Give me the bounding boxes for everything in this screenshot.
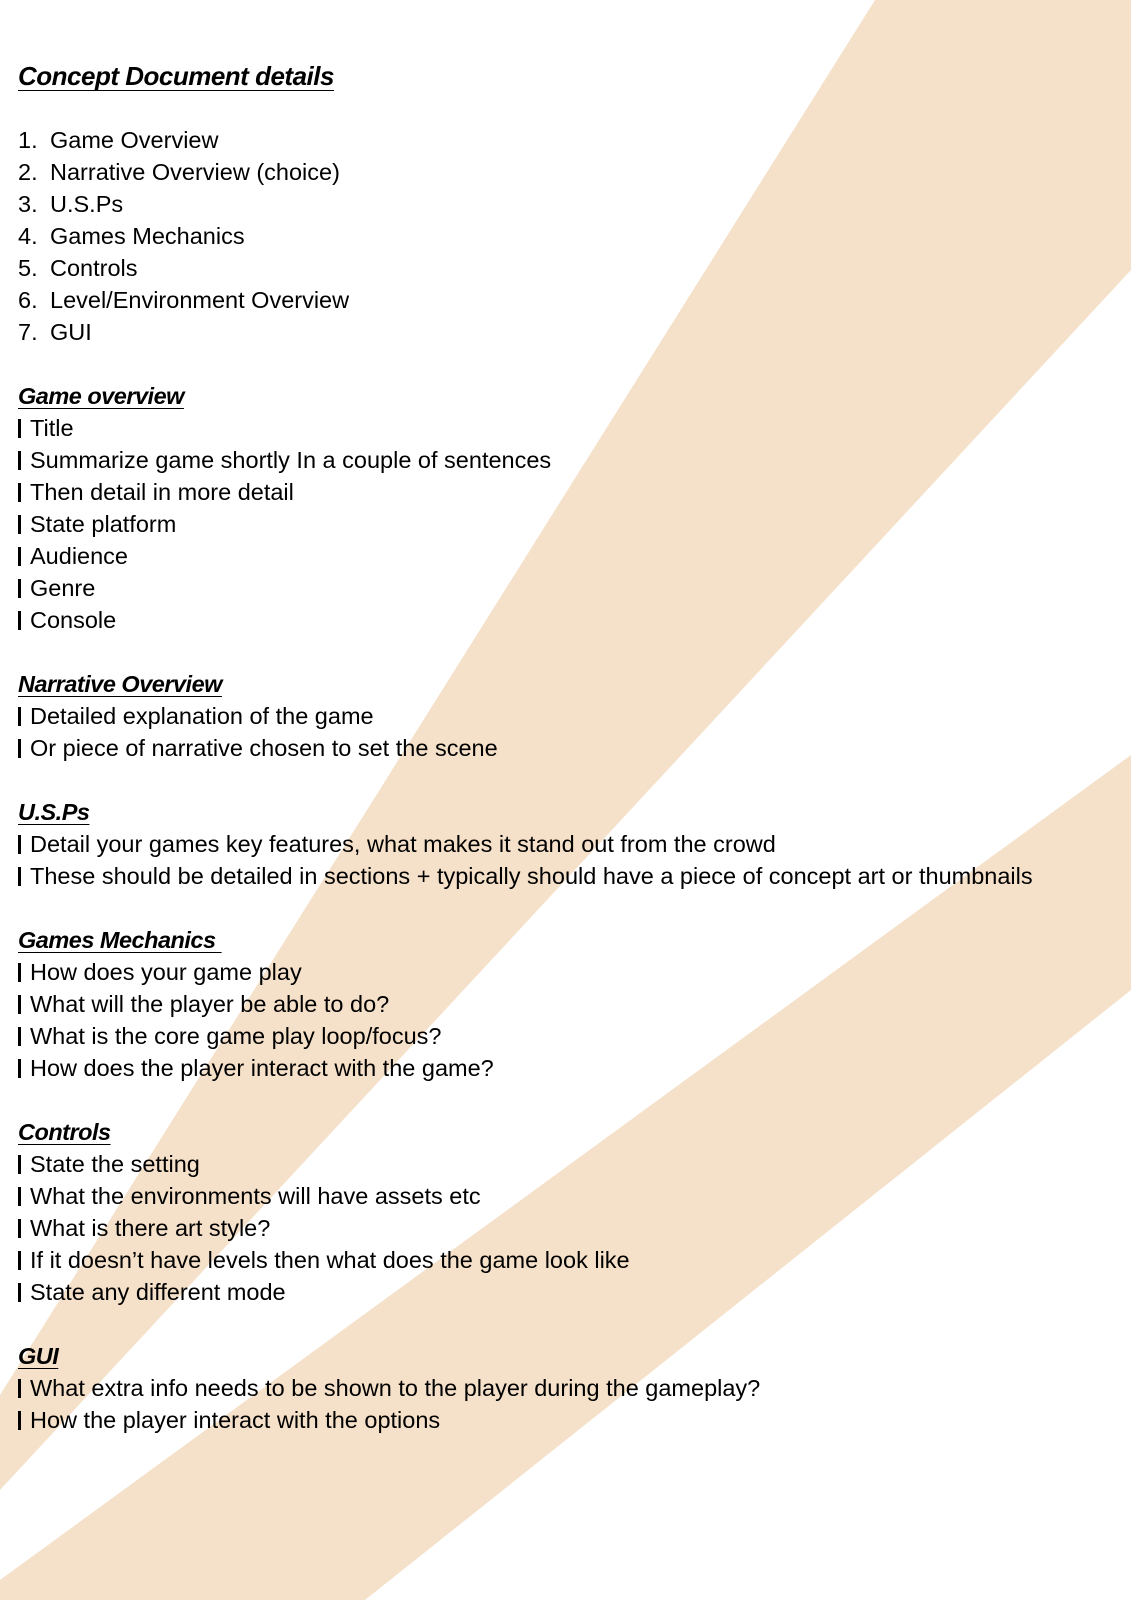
bullet-bar-icon — [18, 579, 21, 598]
bullet-text: What is there art style? — [30, 1215, 271, 1241]
toc-item-games-mechanics — [18, 220, 1098, 252]
bullet-item — [18, 1212, 1098, 1244]
bullet-item — [18, 700, 1098, 732]
bullet-bar-icon — [18, 1155, 21, 1174]
bullet-text: State any different mode — [30, 1279, 286, 1305]
bullet-item — [18, 1148, 1098, 1180]
toc-item-number: 2. — [18, 159, 38, 185]
bullet-text: State the setting — [30, 1151, 200, 1177]
bullet-text: State platform — [30, 511, 177, 537]
bullet-text: Then detail in more detail — [30, 479, 294, 505]
bullet-item — [18, 540, 1098, 572]
toc-item-u-s-ps — [18, 188, 1098, 220]
toc-item-number: 6. — [18, 287, 38, 313]
bullet-bar-icon — [18, 707, 21, 726]
section-u-s-ps — [18, 796, 1098, 892]
toc-item-label: Controls — [50, 255, 138, 281]
toc-item-number: 7. — [18, 319, 38, 345]
bullet-bar-icon — [18, 451, 21, 470]
bullet-bar-icon — [18, 739, 21, 758]
toc-item-label: Games Mechanics — [50, 223, 245, 249]
section-heading: Controls — [18, 1119, 111, 1145]
bullet-item — [18, 412, 1098, 444]
bullet-text: Title — [30, 415, 74, 441]
toc-item-number: 4. — [18, 223, 38, 249]
bullet-bar-icon — [18, 835, 21, 854]
bullet-text: These should be detailed in sections + typically should have a piece of concept art or thumbnails — [30, 863, 1033, 889]
toc-item-game-overview — [18, 124, 1098, 156]
bullet-text: Console — [30, 607, 117, 633]
bullet-item — [18, 1020, 1098, 1052]
bullet-item — [18, 476, 1098, 508]
bullet-bar-icon — [18, 1379, 21, 1398]
bullet-list — [18, 1372, 1098, 1436]
bullet-text: Detailed explanation of the game — [30, 703, 374, 729]
bullet-list — [18, 956, 1098, 1084]
toc-item-level-environment-overview — [18, 284, 1098, 316]
bullet-item — [18, 860, 1098, 892]
document-title: Concept Document details — [18, 61, 334, 91]
bullet-text: Audience — [30, 543, 128, 569]
bullet-item — [18, 1244, 1098, 1276]
bullet-text: How does the player interact with the game? — [30, 1055, 494, 1081]
section-heading: Games Mechanics — [18, 927, 222, 953]
bullet-item — [18, 1180, 1098, 1212]
bullet-text: Or piece of narrative chosen to set the scene — [30, 735, 498, 761]
bullet-item — [18, 988, 1098, 1020]
bullet-item — [18, 572, 1098, 604]
bullet-bar-icon — [18, 1251, 21, 1270]
bullet-text: If it doesn’t have levels then what does the game look like — [30, 1247, 630, 1273]
bullet-item — [18, 1404, 1098, 1436]
bullet-bar-icon — [18, 483, 21, 502]
section-narrative-overview — [18, 668, 1098, 764]
section-game-overview — [18, 380, 1098, 636]
toc-item-gui — [18, 316, 1098, 348]
bullet-item — [18, 1372, 1098, 1404]
bullet-bar-icon — [18, 547, 21, 566]
concept-document — [18, 60, 1098, 1468]
bullet-bar-icon — [18, 611, 21, 630]
toc-item-label: Level/Environment Overview — [50, 287, 350, 313]
bullet-item — [18, 604, 1098, 636]
section-gui — [18, 1340, 1098, 1436]
section-heading: GUI — [18, 1343, 59, 1369]
bullet-bar-icon — [18, 1411, 21, 1430]
bullet-bar-icon — [18, 867, 21, 886]
bullet-bar-icon — [18, 1283, 21, 1302]
bullet-item — [18, 1052, 1098, 1084]
bullet-text: How the player interact with the options — [30, 1407, 441, 1433]
toc-item-label: GUI — [50, 319, 92, 345]
bullet-item — [18, 1276, 1098, 1308]
bullet-item — [18, 444, 1098, 476]
document-sections — [18, 380, 1098, 1436]
bullet-list — [18, 700, 1098, 764]
bullet-bar-icon — [18, 963, 21, 982]
toc-item-number: 3. — [18, 191, 38, 217]
toc-item-narrative-overview-choice — [18, 156, 1098, 188]
bullet-item — [18, 732, 1098, 764]
bullet-text: What the environments will have assets etc — [30, 1183, 481, 1209]
section-controls — [18, 1116, 1098, 1308]
bullet-list — [18, 412, 1098, 636]
bullet-item — [18, 828, 1098, 860]
bullet-text: What is the core game play loop/focus? — [30, 1023, 442, 1049]
bullet-text: How does your game play — [30, 959, 302, 985]
section-heading: Game overview — [18, 383, 184, 409]
toc-item-label: Narrative Overview (choice) — [50, 159, 340, 185]
section-games-mechanics — [18, 924, 1098, 1084]
bullet-item — [18, 508, 1098, 540]
bullet-text: Genre — [30, 575, 96, 601]
toc-item-label: U.S.Ps — [50, 191, 124, 217]
toc-item-label: Game Overview — [50, 127, 219, 153]
table-of-contents — [18, 124, 1098, 348]
bullet-text: Summarize game shortly In a couple of sentences — [30, 447, 552, 473]
bullet-bar-icon — [18, 995, 21, 1014]
toc-item-number: 5. — [18, 255, 38, 281]
bullet-bar-icon — [18, 1219, 21, 1238]
toc-item-number: 1. — [18, 127, 38, 153]
bullet-bar-icon — [18, 1027, 21, 1046]
bullet-text: What extra info needs to be shown to the player during the gameplay? — [30, 1375, 761, 1401]
bullet-bar-icon — [18, 515, 21, 534]
section-heading: Narrative Overview — [18, 671, 222, 697]
bullet-text: What will the player be able to do? — [30, 991, 390, 1017]
bullet-list — [18, 828, 1098, 892]
bullet-bar-icon — [18, 419, 21, 438]
toc-item-controls — [18, 252, 1098, 284]
bullet-text: Detail your games key features, what makes it stand out from the crowd — [30, 831, 776, 857]
section-heading: U.S.Ps — [18, 799, 90, 825]
bullet-bar-icon — [18, 1187, 21, 1206]
bullet-list — [18, 1148, 1098, 1308]
bullet-bar-icon — [18, 1059, 21, 1078]
bullet-item — [18, 956, 1098, 988]
